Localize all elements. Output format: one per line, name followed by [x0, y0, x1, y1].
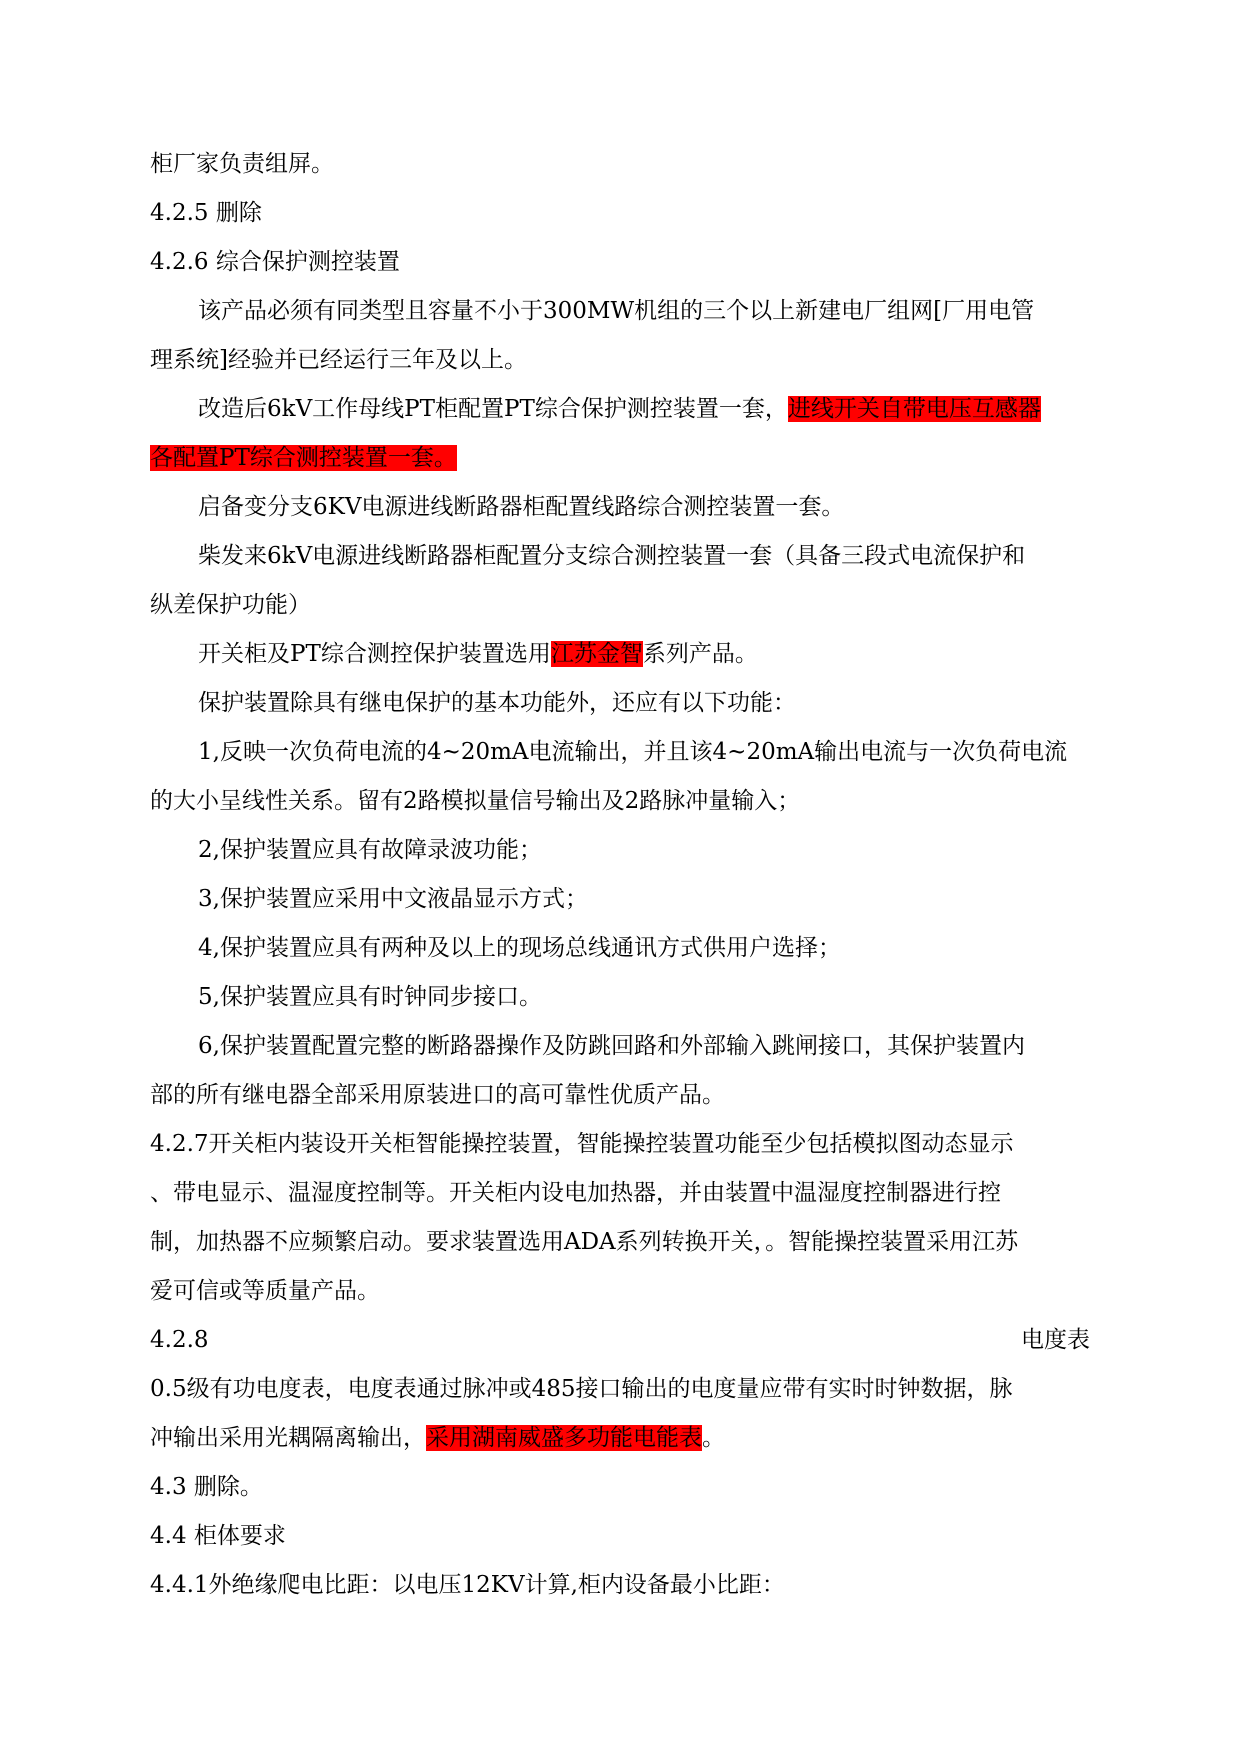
text-line: 制，加热器不应频繁启动。要求装置选用ADA系列转换开关，。智能操控装置采用江苏	[150, 1229, 1019, 1255]
text-line: 启备变分支6KV电源进线断路器柜配置线路综合测控装置一套。	[198, 494, 845, 520]
text-line	[150, 441, 1090, 475]
text-span: 开关柜及PT综合测控保护装置选用	[198, 641, 551, 667]
text-line	[150, 1421, 1090, 1455]
highlighted-text: 江苏金智	[550, 641, 643, 667]
text-span: 冲输出采用光耦隔离输出，	[150, 1425, 426, 1451]
text-line	[198, 392, 1090, 426]
text-span: 改造后6kV工作母线PT柜配置PT综合保护测控装置一套，	[198, 396, 788, 422]
text-line: 柜厂家负责组屏。	[150, 151, 334, 177]
text-span: 系列产品。	[642, 641, 758, 667]
text-line: 2,保护装置应具有故障录波功能；	[198, 837, 542, 863]
highlighted-text: 采用湖南威盛多功能电能表	[426, 1425, 702, 1451]
text-line: 理系统]经验并已经运行三年及以上。	[150, 347, 527, 373]
text-line: 4,保护装置应具有两种及以上的现场总线通讯方式供用户选择；	[198, 935, 841, 961]
text-line: 该产品必须有同类型且容量不小于300MW机组的三个以上新建电厂组网[厂用电管	[198, 298, 1035, 324]
text-line: 的大小呈线性关系。留有2路模拟量信号输出及2路脉冲量输入；	[150, 788, 801, 814]
text-line: 5,保护装置应具有时钟同步接口。	[198, 984, 542, 1010]
section-heading: 4.4 柜体要求	[150, 1523, 286, 1549]
text-line: 1,反映一次负荷电流的4~20mA电流输出，并且该4~20mA输出电流与一次负荷电流	[198, 739, 1068, 765]
section-heading: 4.2.5 删除	[150, 200, 262, 226]
text-line: 纵差保护功能）	[150, 592, 311, 618]
text-line: 3,保护装置应采用中文液晶显示方式；	[198, 886, 588, 912]
text-line: 爱可信或等质量产品。	[150, 1278, 380, 1304]
text-span: 。	[702, 1425, 725, 1451]
text-line: 部的所有继电器全部采用原装进口的高可靠性优质产品。	[150, 1082, 725, 1108]
text-line: 保护装置除具有继电保护的基本功能外，还应有以下功能：	[198, 690, 796, 716]
text-line: 4.2.7开关柜内装设开关柜智能操控装置，智能操控装置功能至少包括模拟图动态显示	[150, 1131, 1014, 1157]
text-line: 6,保护装置配置完整的断路器操作及防跳回路和外部输入跳闸接口，其保护装置内	[198, 1033, 1025, 1059]
text-line: 4.4.1外绝缘爬电比距：以电压12KV计算,柜内设备最小比距：	[150, 1572, 785, 1598]
text-line: 0.5级有功电度表，电度表通过脉冲或485接口输出的电度量应带有实时时钟数据，脉	[150, 1376, 1013, 1402]
section-heading: 4.2.8	[150, 1327, 209, 1353]
text-line: 、带电显示、温湿度控制等。开关柜内设电加热器，并由装置中温湿度控制器进行控	[150, 1180, 1001, 1206]
text-line: 柴发来6kV电源进线断路器柜配置分支综合测控装置一套（具备三段式电流保护和	[198, 543, 1026, 569]
section-heading: 4.2.6 综合保护测控装置	[150, 249, 400, 275]
text-line	[198, 637, 1090, 671]
highlighted-text: 各配置PT综合测控装置一套。	[150, 445, 457, 471]
section-heading-title: 电度表	[1021, 1327, 1090, 1353]
section-heading: 4.3 删除。	[150, 1474, 263, 1500]
highlighted-text: 进线开关自带电压互感器	[787, 396, 1041, 422]
